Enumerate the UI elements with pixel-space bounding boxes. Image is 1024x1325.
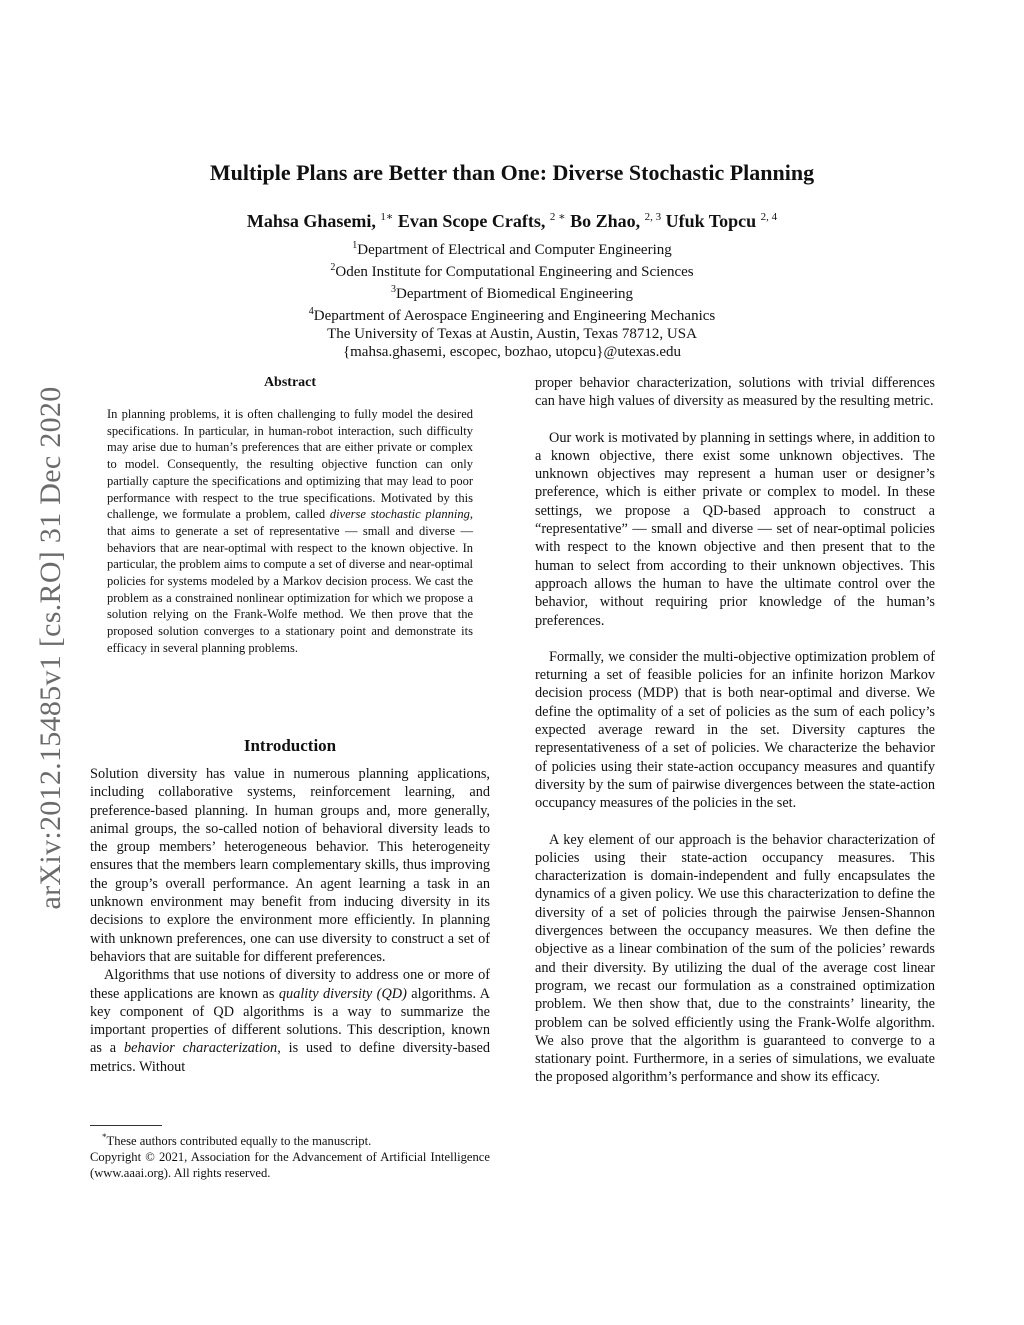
copyright-notice: Copyright © 2021, Association for the Advancement of Artificial Intelligence (www.aaai.org). All rights reserved.	[90, 1150, 490, 1181]
abstract-heading: Abstract	[263, 375, 317, 390]
affiliation-line: $^4$Department of Aerospace Engineering and Engineering Mechanics	[308, 306, 716, 324]
author-emails: {mahsa.ghasemi, escopec, bozhao, utopcu}@utexas.edu	[342, 344, 682, 360]
footnote-text: *These authors contributed equally to the manuscript.	[102, 1132, 372, 1149]
paragraph: proper behavior characterization, solutions with trivial differences can have high values of diversity as measured by the resulting metric.	[535, 375, 935, 410]
introduction-body	[90, 765, 490, 1076]
abstract-body: In planning problems, it is often challenging to fully model the desired specifications. In particular, in human-robot interaction, such difficulty may arise due to human’s preferences that are either private or complex to model. Consequently, the resulting objective function can only partially capture the specifications and optimizing that may lead to poor performance with respect to the true specifications. Motivated by this challenge, we formulate a problem, called diverse stochastic planning, that aims to generate a set of representative — small and diverse — behaviors that are near-optimal with respect to the known objective. In particular, the problem aims to compute a set of diverse and near-optimal policies for systems modeled by a Markov decision process. We cast the problem as a constrained nonlinear optimization for which we propose a solution relying on the Frank-Wolfe method. We then prove that the proposed solution converges to a stationary point and demonstrate its efficacy in several planning problems.	[107, 407, 473, 655]
author-affiliation-mark: 2, 4	[760, 211, 778, 223]
author-affiliation-mark: 2, 3	[644, 211, 662, 223]
author-name: Bo Zhao,	[570, 211, 641, 231]
right-column-body	[535, 374, 935, 1105]
paragraph: Formally, we consider the multi-objective optimization problem of returning a set of feasible policies for an infinite horizon Markov decision process (MDP) that is both near-optimal and diverse. We define the optimality of a set of policies as the sum of each policy’s expected average reward in the set. Diversity captures the representativeness of a set of policies. We characterize the behavior of policies using their state-action occupancy measures and quantify diversity by the sum of pairwise divergences between the state-action occupancy measures of the policies in the set.	[535, 648, 935, 812]
affiliation-line: $^3$Department of Biomedical Engineering	[390, 284, 633, 302]
introduction-heading: Introduction	[243, 736, 337, 755]
affiliation-line: $^2$Oden Institute for Computational Engineering and Sciences	[330, 262, 694, 280]
abstract-term: diverse stochastic planning	[329, 507, 470, 522]
author-affiliation-mark: 1∗	[380, 211, 394, 223]
affiliation-line: $^1$Department of Electrical and Computer Engineering	[352, 240, 672, 258]
author-list	[0, 210, 1024, 232]
paper-title: Multiple Plans are Better than One: Diverse Stochastic Planning	[209, 160, 815, 185]
affiliations	[0, 237, 1024, 361]
author-name: Ufuk Topcu	[665, 211, 757, 231]
footnote	[90, 1129, 490, 1181]
affiliation-line: The University of Texas at Austin, Austin, Texas 78712, USA	[327, 326, 697, 342]
paragraph: Solution diversity has value in numerous planning applications, including collaborative systems, reinforcement learning, and preference-based planning. In human groups and, more generally, animal groups, the so-called notion of behavioral diversity leads to the group members’ heterogeneous behavior. This heterogeneity ensures that the members learn complementary skills, thus improving the group’s overall performance. An agent learning a task in an unknown environment may benefit from inducing diversity in its decisions to explore the environment more efficiently. In planning with unknown preferences, one can use diversity to construct a set of behaviors that are suitable for different preferences.	[90, 766, 490, 965]
author-name: Mahsa Ghasemi,	[246, 211, 376, 231]
author-affiliation-mark: 2 ∗	[549, 211, 566, 223]
arxiv-sidebar	[28, 348, 74, 948]
paragraph: Our work is motivated by planning in settings where, in addition to a known objective, there exist some unknown objectives. The unknown objectives may represent a human user or designer’s preference, which is either private or complex to model. In these settings, we propose a QD-based approach to construct a “representative” — small and diverse — set of near-optimal policies with respect to the known objective and then present that to the human to select from according to their unknown objectives. This approach allows the human to have the ultimate control over the behavior, without requiring prior knowledge of the human’s preferences.	[535, 429, 935, 629]
footnote-divider	[90, 1125, 162, 1126]
paragraph: A key element of our approach is the behavior characterization of policies using their state-action occupancy measures. This characterization is domain-independent and fully encapsulates the dynamics of a given policy. We use this characterization to define the diversity of a set of policies through the pairwise Jensen-Shannon divergences between the occupancy measures. We then define the objective as a linear combination of the sum of the policies’ rewards and their diversity. By utilizing the dual of the average cost linear program, we recast our formulation as a constrained optimization problem. We then show that, due to the constraints’ linearity, the problem can be solved efficiently using the Frank-Wolfe algorithm. We also prove that the algorithm is guaranteed to converge to a stationary point. Furthermore, in a series of simulations, we evaluate the proposed algorithm’s performance and show its efficacy.	[535, 831, 935, 1086]
author-name: Evan Scope Crafts,	[397, 211, 546, 231]
arxiv-identifier: arXiv:2012.15485v1 [cs.RO] 31 Dec 2020	[34, 386, 67, 910]
paragraph: Algorithms that use notions of diversity to address one or more of these applications are known as quality diversity (QD) algorithms. A key component of QD algorithms is a way to summarize the important properties of different solutions. This description, known as a behavior characterization, is used to define diversity-based metrics. Without	[90, 967, 491, 1075]
